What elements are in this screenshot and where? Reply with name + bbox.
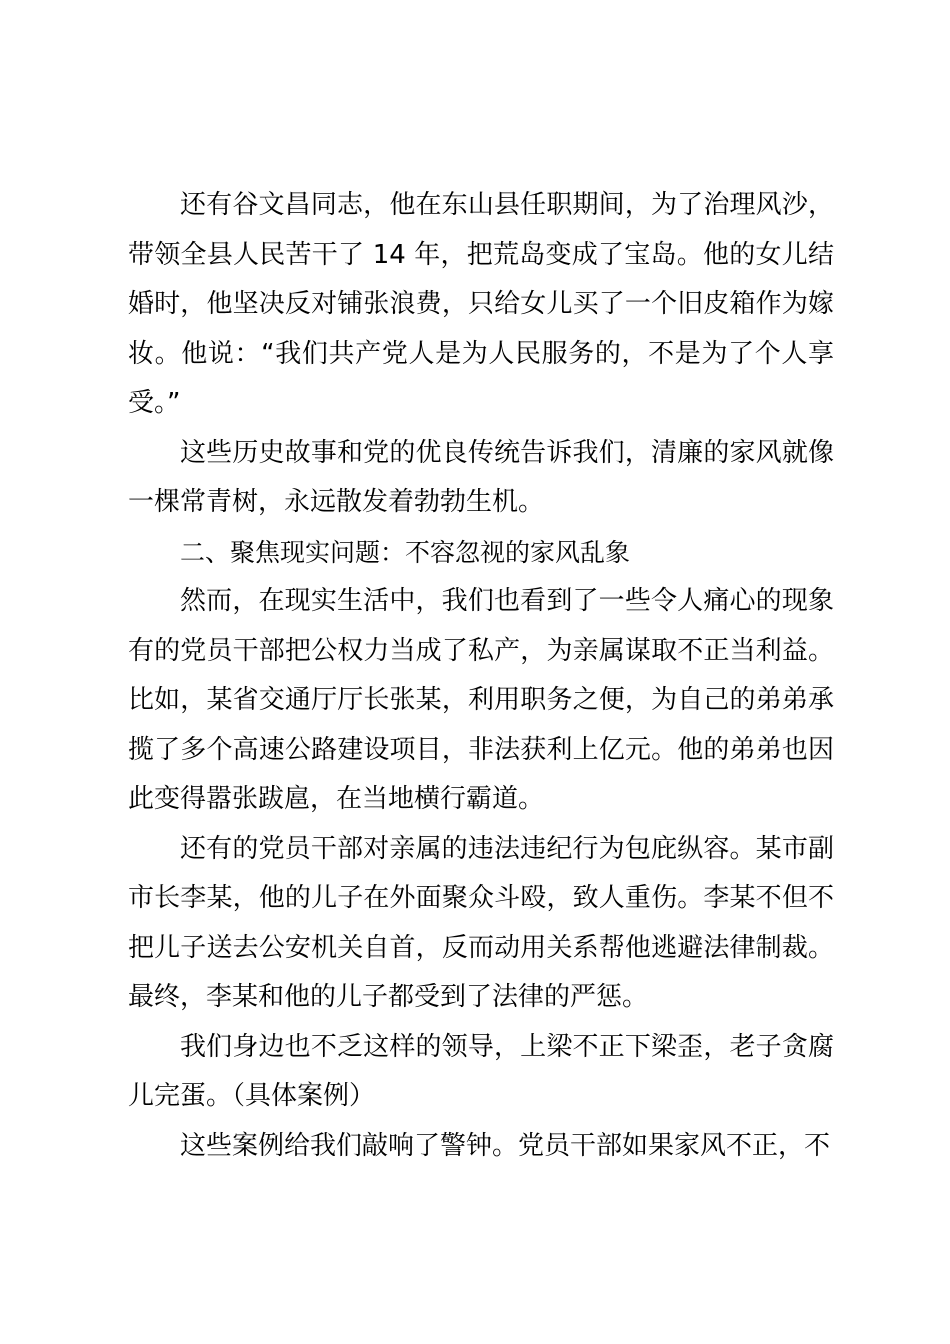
paragraph-public-power-abuse: 然而，在现实生活中，我们也看到了一些令人痛心的现象有的党员干部把公权力当成了私产，为亲属谋取不正当利益。比如，某省交通厅厅长张某，利用职务之便，为自己的弟弟承揽了多个高速公路建设项目，非法获利上亿元。他的弟弟也因此变得嚣张跋扈，在当地横行霸道。 bbox=[128, 586, 834, 814]
section-heading: 二、聚焦现实问题：不容忽视的家风乱象 bbox=[180, 537, 631, 567]
paragraph-warning: 这些案例给我们敲响了警钟。党员干部如果家风不正，不 bbox=[180, 1130, 831, 1161]
paragraph-gu-wenchang: 还有谷文昌同志，他在东山县任职期间，为了治理风沙，带领全县人民苦干了 14 年，把荒岛变成了宝岛。他的女儿结婚时，他坚决反对铺张浪费，只给女儿买了一个旧皮箱作为嫁妆。他说：“我们共产党人是为人民服务的，不是为了个人享受。” bbox=[128, 190, 834, 418]
paragraph-clean-family-style: 这些历史故事和党的优良传统告诉我们，清廉的家风就像一棵常青树，永远散发着勃勃生机。 bbox=[128, 437, 834, 517]
document-body bbox=[128, 181, 834, 1171]
paragraph-condoning-relatives: 还有的党员干部对亲属的违法违纪行为包庇纵容。某市副市长李某，他的儿子在外面聚众斗殴，致人重伤。李某不但不把儿子送去公安机关自首，反而动用关系帮他逃避法律制裁。最终，李某和他的儿子都受到了法律的严惩。 bbox=[128, 833, 834, 1012]
paragraph-local-leaders: 我们身边也不乏这样的领导，上梁不正下梁歪，老子贪腐儿完蛋。（具体案例） bbox=[128, 1031, 834, 1111]
